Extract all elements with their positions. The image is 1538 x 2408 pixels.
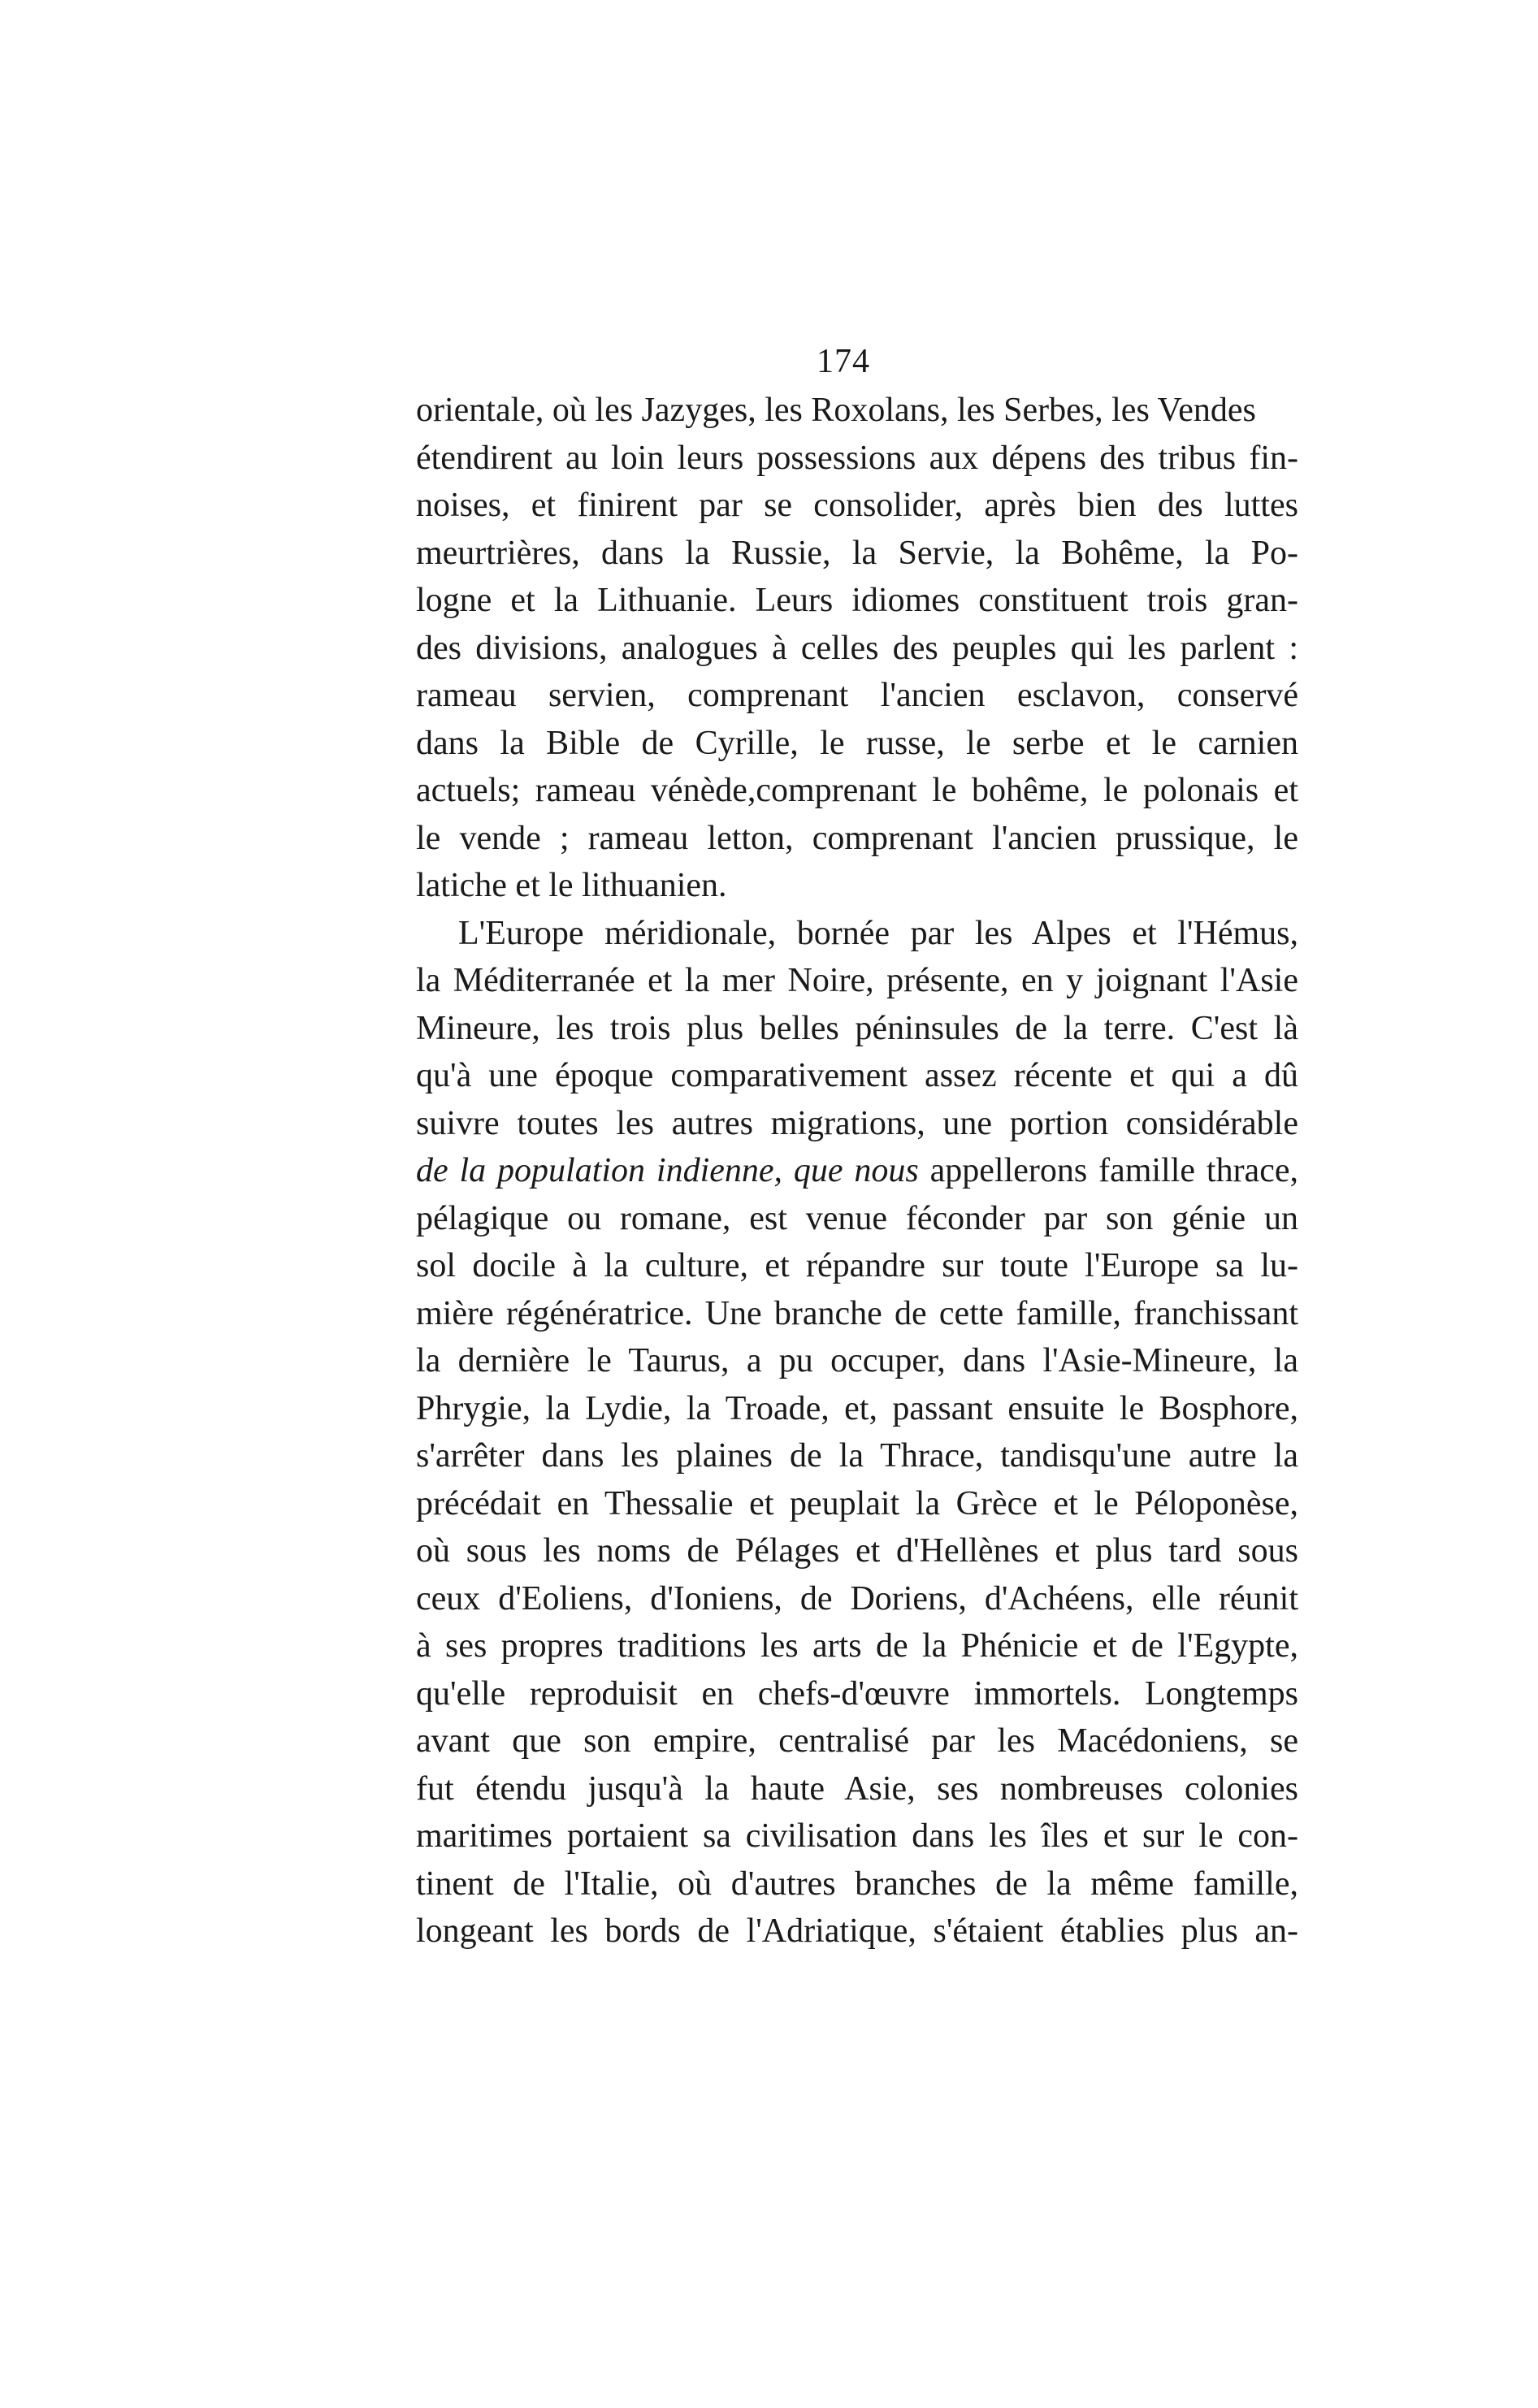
- text-line: qu'elle reproduisit en chefs-d'œuvre immortels. Longtemps: [416, 1674, 1298, 1713]
- text-line: où sous les noms de Pélages et d'Hellènes et plus tard sous: [416, 1532, 1298, 1570]
- text-line: Mineure, les trois plus belles péninsules de la terre. C'est là: [416, 1009, 1298, 1047]
- text-line: noises, et finirent par se consolider, après bien des luttes: [416, 487, 1298, 524]
- italic-text: de la population indienne, que nous: [416, 1152, 919, 1189]
- text-line: maritimes portaient sa civilisation dans les îles et sur le con-: [416, 1817, 1298, 1855]
- text-line: sol docile à la culture, et répandre sur toute l'Europe sa lu-: [416, 1247, 1298, 1284]
- text-line: avant que son empire, centralisé par les Macédoniens, se: [416, 1722, 1298, 1760]
- text-line: précédait en Thessalie et peuplait la Grèce et le Péloponèse,: [416, 1484, 1298, 1522]
- text-line: logne et la Lithuanie. Leurs idiomes constituent trois gran-: [416, 582, 1298, 619]
- text-line: à ses propres traditions les arts de la Phénicie et de l'Egypte,: [416, 1627, 1298, 1665]
- page-number: 174: [817, 343, 870, 380]
- body-text: [416, 387, 1298, 1955]
- text-line: longeant les bords de l'Adriatique, s'étaient établies plus an-: [416, 1912, 1298, 1950]
- text-line: meurtrières, dans la Russie, la Servie, la Bohême, la Po-: [416, 534, 1298, 572]
- text-line: mière régénératrice. Une branche de cette famille, franchissant: [416, 1294, 1298, 1332]
- text-line: orientale, où les Jazyges, les Roxolans, les Serbes, les Vendes: [416, 392, 1256, 429]
- text-line: la dernière le Taurus, a pu occuper, dans l'Asie-Mineure, la: [416, 1342, 1298, 1379]
- roman-text: appellerons famille thrace,: [918, 1152, 1298, 1189]
- text-line: la Méditerranée et la mer Noire, présente, en y joignant l'Asie: [416, 962, 1298, 999]
- text-line: Phrygie, la Lydie, la Troade, et, passant ensuite le Bosphore,: [416, 1389, 1298, 1427]
- text-line: ceux d'Eoliens, d'Ioniens, de Doriens, d'Achéens, elle réunit: [416, 1579, 1298, 1618]
- text-line: [416, 1147, 1298, 1195]
- text-line: qu'à une époque comparativement assez récente et qui a dû: [416, 1057, 1298, 1094]
- text-line: pélagique ou romane, est venue féconder par son génie un: [416, 1199, 1298, 1237]
- text-line: fut étendu jusqu'à la haute Asie, ses nombreuses colonies: [416, 1769, 1298, 1808]
- text-line: dans la Bible de Cyrille, le russe, le serbe et le carnien: [416, 724, 1298, 762]
- text-line: L'Europe méridionale, bornée par les Alpes et l'Hémus,: [458, 914, 1298, 952]
- text-line: tinent de l'Italie, où d'autres branches de la même famille,: [416, 1864, 1298, 1903]
- text-line: s'arrêter dans les plaines de la Thrace, tandisqu'une autre la: [416, 1437, 1298, 1475]
- text-line: étendirent au loin leurs possessions aux dépens des tribus fin-: [416, 439, 1298, 477]
- text-line: le vende ; rameau letton, comprenant l'ancien prussique, le: [416, 819, 1298, 857]
- text-line: actuels; rameau vénède,comprenant le bohême, le polonais et: [416, 772, 1298, 809]
- text-line: des divisions, analogues à celles des peuples qui les parlent :: [416, 629, 1298, 667]
- text-line: latiche et le lithuanien.: [416, 867, 727, 904]
- text-line: rameau servien, comprenant l'ancien esclavon, conservé: [416, 677, 1298, 714]
- text-line: suivre toutes les autres migrations, une portion considérable: [416, 1104, 1298, 1142]
